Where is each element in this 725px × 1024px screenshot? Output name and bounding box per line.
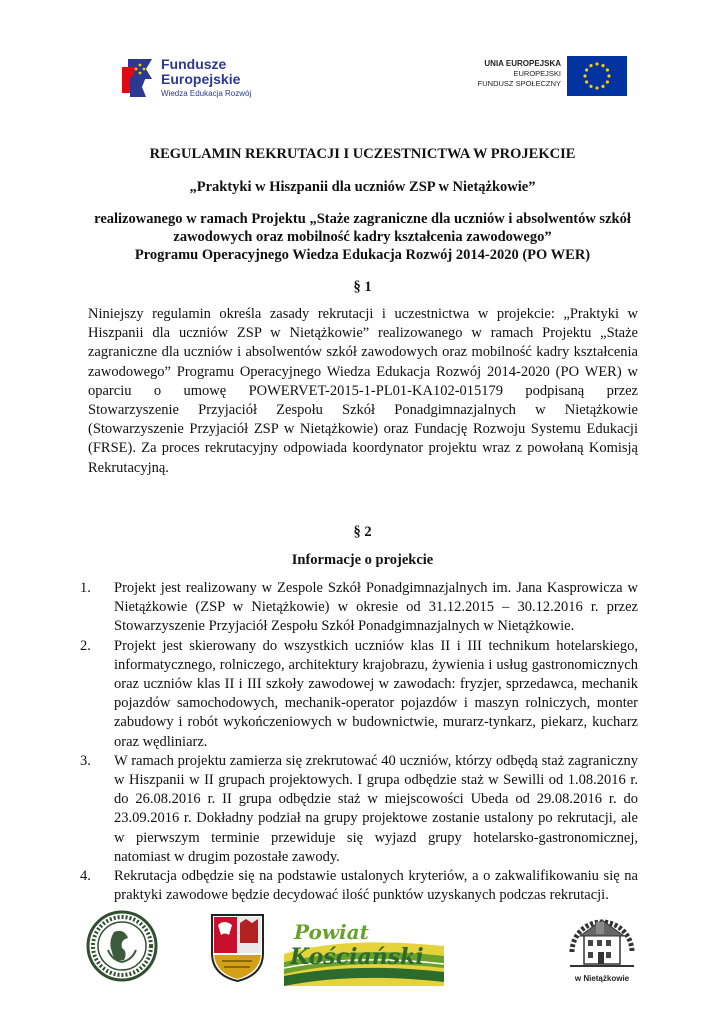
section-1-text: Niniejszy regulamin określa zasady rekrutacji i uczestnictwa w projekcie: „Praktyki w Hiszpanii dla uczniów ZSP w Nietążkowie” realizowanego w ramach Projektu „Staże zagraniczne dla uczniów i absolwentów szkół zawodowych oraz mobilność kadry kształcenia zawodowego” Programu Operacyjnego Wiedza Edukacja Rozwój 2014-2020 (PO WER) w oparciu o umowę POWERVET-2015-1-PL01-KA102-015179 podpisaną przez Stowarzyszenie Przyjaciół Zespołu Szkół Ponadgimnazjalnych w Nietążkowie (Stowarzyszenie Przyjaciół ZSP w Nietążkowie) oraz Fundację Rozwoju Systemu Edukacji (FRSE). Za proces rekrutacyjny odpowiada koordynator projektu wraz z powołaną Komisją Rekrutacyjną. <box>88 306 638 476</box>
powiat-koscianski-logo <box>284 916 444 986</box>
powiat-logo-line2: Kościański <box>290 944 424 970</box>
ue-logo-line1: UNIA EUROPEJSKA <box>484 59 561 68</box>
association-seal-icon <box>86 910 158 982</box>
list-item-text: Rekrutacja odbędzie się na podstawie ustalonych kryteriów, a o zakwalifikowaniu się na praktyki zawodowe będzie decydować ilość punktów uzyskanych podczas rekrutacji. <box>114 868 638 904</box>
title-line-3: Programu Operacyjnego Wiedza Edukacja Rozwój 2014-2020 (PO WER) <box>134 247 591 263</box>
fe-logo-line3: Wiedza Edukacja Rozwój <box>161 89 252 98</box>
list-item <box>80 637 638 752</box>
list-item-number: 3. <box>80 752 91 769</box>
list-item-text: Projekt jest realizowany w Zespole Szkół Ponadgimnazjalnych im. Jana Kasprowicza w Nietążkowie (ZSP w Nietążkowie) w okresie od 31.12.2015 – 30.12.2016 r. przez Stowarzyszenie Przyjaciół Zespołu Szkół Ponadgimnazjalnych w Nietążkowie. <box>114 580 638 635</box>
powiat-logo-line1: Powiat <box>294 920 369 944</box>
list-item <box>80 579 638 637</box>
coat-of-arms-icon <box>210 913 265 983</box>
list-item <box>80 752 638 867</box>
unia-europejska-logo <box>462 56 627 98</box>
school-logo-caption: w Nietążkowie <box>574 974 630 983</box>
list-item-text: Projekt jest skierowany do wszystkich uczniów klas II i III technikum hotelarskiego, informatycznego, rolniczego, architektury krajobrazu, żywienia i usług gastronomicznych oraz uczniów klas II i III szkoły zawodowej w zawodach: fryzjer, sprzedawca, mechanik pojazdów samochodowych, mechanik-operator pojazdów i maszyn rolniczych, monter zabudowy i robót wykończeniowych w budownictwie, murarz-tynkarz, piekarz, kucharz oraz wędliniarz. <box>114 637 638 750</box>
fundusze-europejskie-logo <box>120 53 280 103</box>
fundusze-europejskie-emblem-icon <box>120 53 156 99</box>
section-2-heading: § 2 <box>353 524 372 540</box>
list-item-text: W ramach projektu zamierza się zrekrutować 40 uczniów, którzy odbędą staż zagraniczny w Hiszpanii w II grupach projektowych. I grupa odbędzie staż w Sewilli od 1.08.2016 r. do 26.08.2016 r. II grupa odbędzie staż w miejscowości Ubeda od 29.08.2016 r. do 23.09.2016 r. Dokładny podział na grupy projektowe zostanie ustalony po rekrutacji, ale w pierwszym terminie przewiduje się wyjazd grupy hotelarsko-gastronomicznej, natomiast w drugim pozostałe zawody. <box>114 752 638 865</box>
title-line-2: zawodowych oraz mobilność kadry kształcenia zawodowego” <box>173 229 552 245</box>
document-title: REGULAMIN REKRUTACJI I UCZESTNICTWA W PROJEKCIE <box>149 146 576 162</box>
fe-logo-line1: Fundusze <box>161 56 227 72</box>
ue-logo-text <box>478 59 561 89</box>
ue-logo-line2: EUROPEJSKI <box>513 69 561 78</box>
fe-logo-line2: Europejskie <box>161 71 241 87</box>
list-item-number: 1. <box>80 580 91 596</box>
school-logo <box>566 912 638 987</box>
section-1-body <box>88 305 638 478</box>
section-1-heading: § 1 <box>353 279 372 295</box>
eu-flag-icon <box>567 56 627 96</box>
section-2-subheading: Informacje o projekcie <box>291 552 434 568</box>
ue-logo-line3: FUNDUSZ SPOŁECZNY <box>477 79 561 88</box>
list-item <box>80 867 638 905</box>
school-building-icon <box>566 912 638 974</box>
project-info-list <box>80 579 638 905</box>
title-line-1: realizowanego w ramach Projektu „Staże zagraniczne dla uczniów i absolwentów szkół <box>94 211 631 227</box>
list-item-number: 2. <box>80 637 91 654</box>
project-name: „Praktyki w Hiszpanii dla uczniów ZSP w Nietążkowie” <box>189 179 536 195</box>
list-item-number: 4. <box>80 868 91 885</box>
